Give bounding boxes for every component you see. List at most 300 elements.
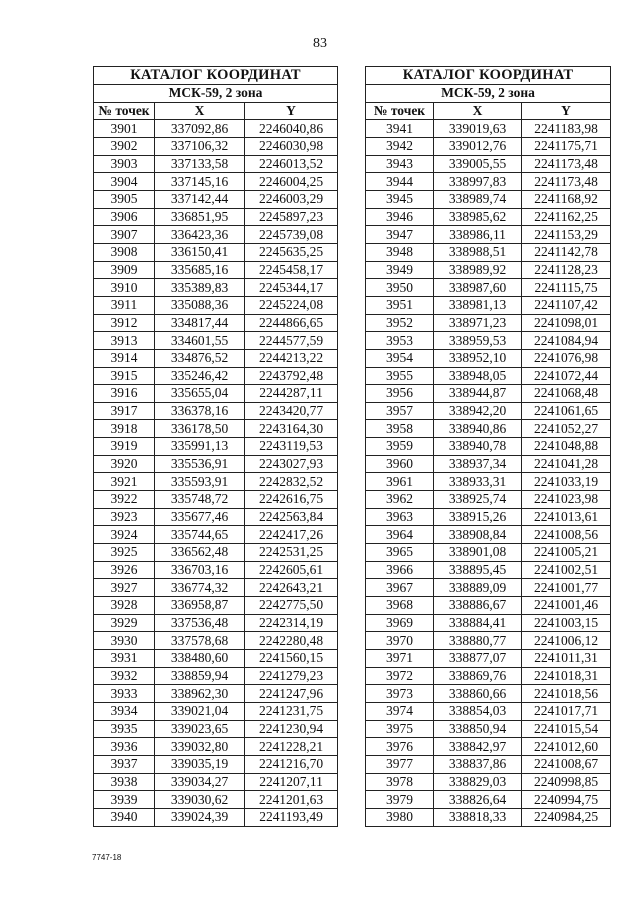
point-number-cell: 3937 xyxy=(94,755,155,773)
y-coordinate-cell: 2241068,48 xyxy=(522,385,611,403)
table-row xyxy=(94,773,338,791)
table-row xyxy=(366,597,611,615)
point-number-cell: 3948 xyxy=(366,243,434,261)
y-coordinate-cell: 2241006,12 xyxy=(522,632,611,650)
x-coordinate-cell: 338895,45 xyxy=(434,561,522,579)
point-number-cell: 3941 xyxy=(366,120,434,138)
y-coordinate-cell: 2243792,48 xyxy=(245,367,338,385)
y-coordinate-cell: 2241011,31 xyxy=(522,650,611,668)
point-number-cell: 3953 xyxy=(366,332,434,350)
column-header-y: Y xyxy=(522,102,611,120)
point-number-cell: 3959 xyxy=(366,438,434,456)
table-row xyxy=(366,614,611,632)
page-number: 83 xyxy=(313,36,327,51)
y-coordinate-cell: 2241193,49 xyxy=(245,808,338,826)
point-number-cell: 3949 xyxy=(366,261,434,279)
table-row xyxy=(94,367,338,385)
table-row xyxy=(94,738,338,756)
x-coordinate-cell: 338818,33 xyxy=(434,808,522,826)
table-row xyxy=(94,296,338,314)
point-number-cell: 3919 xyxy=(94,438,155,456)
point-number-cell: 3931 xyxy=(94,650,155,668)
table-row xyxy=(366,544,611,562)
x-coordinate-cell: 339035,19 xyxy=(155,755,245,773)
y-coordinate-cell: 2241015,54 xyxy=(522,720,611,738)
point-number-cell: 3980 xyxy=(366,808,434,826)
y-coordinate-cell: 2241002,51 xyxy=(522,561,611,579)
y-coordinate-cell: 2241076,98 xyxy=(522,349,611,367)
table-row xyxy=(366,190,611,208)
table-row xyxy=(94,808,338,826)
table-row xyxy=(94,438,338,456)
x-coordinate-cell: 339030,62 xyxy=(155,791,245,809)
table-row xyxy=(94,755,338,773)
point-number-cell: 3902 xyxy=(94,137,155,155)
table-row xyxy=(366,473,611,491)
y-coordinate-cell: 2241084,94 xyxy=(522,332,611,350)
table-row xyxy=(366,438,611,456)
y-coordinate-cell: 2241173,48 xyxy=(522,173,611,191)
x-coordinate-cell: 339019,63 xyxy=(434,120,522,138)
table-row xyxy=(94,155,338,173)
table-row xyxy=(366,402,611,420)
x-coordinate-cell: 338944,87 xyxy=(434,385,522,403)
y-coordinate-cell: 2241216,70 xyxy=(245,755,338,773)
x-coordinate-cell: 338987,60 xyxy=(434,279,522,297)
point-number-cell: 3962 xyxy=(366,491,434,509)
y-coordinate-cell: 2241098,01 xyxy=(522,314,611,332)
x-coordinate-cell: 338952,10 xyxy=(434,349,522,367)
table-row xyxy=(94,791,338,809)
table-row xyxy=(94,208,338,226)
point-number-cell: 3907 xyxy=(94,226,155,244)
point-number-cell: 3967 xyxy=(366,579,434,597)
point-number-cell: 3954 xyxy=(366,349,434,367)
y-coordinate-cell: 2241173,48 xyxy=(522,155,611,173)
y-coordinate-cell: 2241231,75 xyxy=(245,702,338,720)
x-coordinate-cell: 335744,65 xyxy=(155,526,245,544)
y-coordinate-cell: 2242531,25 xyxy=(245,544,338,562)
point-number-cell: 3903 xyxy=(94,155,155,173)
table-row xyxy=(366,261,611,279)
coordinate-catalog-table-right xyxy=(365,66,611,827)
point-number-cell: 3945 xyxy=(366,190,434,208)
point-number-cell: 3940 xyxy=(94,808,155,826)
x-coordinate-cell: 335685,16 xyxy=(155,261,245,279)
y-coordinate-cell: 2241018,31 xyxy=(522,667,611,685)
x-coordinate-cell: 337106,32 xyxy=(155,137,245,155)
y-coordinate-cell: 2240994,75 xyxy=(522,791,611,809)
y-coordinate-cell: 2241018,56 xyxy=(522,685,611,703)
table-row xyxy=(94,685,338,703)
y-coordinate-cell: 2241228,21 xyxy=(245,738,338,756)
x-coordinate-cell: 335246,42 xyxy=(155,367,245,385)
catalog-title: КАТАЛОГ КООРДИНАТ xyxy=(94,67,338,85)
y-coordinate-cell: 2245458,17 xyxy=(245,261,338,279)
y-coordinate-cell: 2241162,25 xyxy=(522,208,611,226)
x-coordinate-cell: 339024,39 xyxy=(155,808,245,826)
y-coordinate-cell: 2245739,08 xyxy=(245,226,338,244)
table-row xyxy=(366,491,611,509)
table-row xyxy=(366,279,611,297)
x-coordinate-cell: 338989,92 xyxy=(434,261,522,279)
x-coordinate-cell: 338940,78 xyxy=(434,438,522,456)
y-coordinate-cell: 2244213,22 xyxy=(245,349,338,367)
point-number-cell: 3966 xyxy=(366,561,434,579)
x-coordinate-cell: 338997,83 xyxy=(434,173,522,191)
table-row xyxy=(366,632,611,650)
x-coordinate-cell: 336562,48 xyxy=(155,544,245,562)
column-header-y: Y xyxy=(245,102,338,120)
table-row xyxy=(366,755,611,773)
y-coordinate-cell: 2241023,98 xyxy=(522,491,611,509)
y-coordinate-cell: 2241061,65 xyxy=(522,402,611,420)
table-row xyxy=(366,208,611,226)
x-coordinate-cell: 338937,34 xyxy=(434,455,522,473)
y-coordinate-cell: 2241001,77 xyxy=(522,579,611,597)
table-row xyxy=(366,685,611,703)
x-coordinate-cell: 335389,83 xyxy=(155,279,245,297)
y-coordinate-cell: 2242775,50 xyxy=(245,597,338,615)
point-number-cell: 3972 xyxy=(366,667,434,685)
x-coordinate-cell: 339034,27 xyxy=(155,773,245,791)
x-coordinate-cell: 335655,04 xyxy=(155,385,245,403)
y-coordinate-cell: 2241041,28 xyxy=(522,455,611,473)
table-body xyxy=(94,120,338,826)
y-coordinate-cell: 2241279,23 xyxy=(245,667,338,685)
x-coordinate-cell: 339023,65 xyxy=(155,720,245,738)
table-row xyxy=(366,720,611,738)
point-number-cell: 3942 xyxy=(366,137,434,155)
x-coordinate-cell: 339021,04 xyxy=(155,702,245,720)
y-coordinate-cell: 2245344,17 xyxy=(245,279,338,297)
point-number-cell: 3952 xyxy=(366,314,434,332)
table-row xyxy=(94,314,338,332)
point-number-cell: 3909 xyxy=(94,261,155,279)
point-number-cell: 3968 xyxy=(366,597,434,615)
y-coordinate-cell: 2241072,44 xyxy=(522,367,611,385)
point-number-cell: 3929 xyxy=(94,614,155,632)
point-number-cell: 3924 xyxy=(94,526,155,544)
x-coordinate-cell: 337092,86 xyxy=(155,120,245,138)
x-coordinate-cell: 338971,23 xyxy=(434,314,522,332)
x-coordinate-cell: 336378,16 xyxy=(155,402,245,420)
point-number-cell: 3912 xyxy=(94,314,155,332)
point-number-cell: 3923 xyxy=(94,508,155,526)
table-row xyxy=(366,137,611,155)
point-number-cell: 3960 xyxy=(366,455,434,473)
point-number-cell: 3914 xyxy=(94,349,155,367)
y-coordinate-cell: 2241201,63 xyxy=(245,791,338,809)
point-number-cell: 3943 xyxy=(366,155,434,173)
y-coordinate-cell: 2242832,52 xyxy=(245,473,338,491)
table-row xyxy=(366,314,611,332)
table-row xyxy=(94,402,338,420)
point-number-cell: 3917 xyxy=(94,402,155,420)
y-coordinate-cell: 2243119,53 xyxy=(245,438,338,456)
point-number-cell: 3975 xyxy=(366,720,434,738)
point-number-cell: 3927 xyxy=(94,579,155,597)
point-number-cell: 3910 xyxy=(94,279,155,297)
point-number-cell: 3936 xyxy=(94,738,155,756)
x-coordinate-cell: 338988,51 xyxy=(434,243,522,261)
point-number-cell: 3979 xyxy=(366,791,434,809)
x-coordinate-cell: 336178,50 xyxy=(155,420,245,438)
point-number-cell: 3957 xyxy=(366,402,434,420)
y-coordinate-cell: 2243420,77 xyxy=(245,402,338,420)
x-coordinate-cell: 338859,94 xyxy=(155,667,245,685)
coordinate-catalog-table-left xyxy=(93,66,338,827)
y-coordinate-cell: 2241012,60 xyxy=(522,738,611,756)
point-number-cell: 3974 xyxy=(366,702,434,720)
table-row xyxy=(366,120,611,138)
table-body xyxy=(366,120,611,826)
x-coordinate-cell: 338860,66 xyxy=(434,685,522,703)
point-number-cell: 3933 xyxy=(94,685,155,703)
y-coordinate-cell: 2241230,94 xyxy=(245,720,338,738)
y-coordinate-cell: 2242563,84 xyxy=(245,508,338,526)
x-coordinate-cell: 338829,03 xyxy=(434,773,522,791)
x-coordinate-cell: 338886,67 xyxy=(434,597,522,615)
table-row xyxy=(94,385,338,403)
x-coordinate-cell: 338480,60 xyxy=(155,650,245,668)
x-coordinate-cell: 336703,16 xyxy=(155,561,245,579)
point-number-cell: 3971 xyxy=(366,650,434,668)
point-number-cell: 3908 xyxy=(94,243,155,261)
x-coordinate-cell: 338940,86 xyxy=(434,420,522,438)
point-number-cell: 3911 xyxy=(94,296,155,314)
table-row xyxy=(94,632,338,650)
y-coordinate-cell: 2241033,19 xyxy=(522,473,611,491)
point-number-cell: 3956 xyxy=(366,385,434,403)
y-coordinate-cell: 2241115,75 xyxy=(522,279,611,297)
table-row xyxy=(94,226,338,244)
table-row xyxy=(366,226,611,244)
table-row xyxy=(94,243,338,261)
table-row xyxy=(94,579,338,597)
point-number-cell: 3938 xyxy=(94,773,155,791)
table-row xyxy=(94,279,338,297)
x-coordinate-cell: 337536,48 xyxy=(155,614,245,632)
point-number-cell: 3901 xyxy=(94,120,155,138)
point-number-cell: 3926 xyxy=(94,561,155,579)
table-row xyxy=(94,190,338,208)
column-header-point-number: № точек xyxy=(366,102,434,120)
point-number-cell: 3934 xyxy=(94,702,155,720)
y-coordinate-cell: 2241013,61 xyxy=(522,508,611,526)
y-coordinate-cell: 2241003,15 xyxy=(522,614,611,632)
table-row xyxy=(94,720,338,738)
table-row xyxy=(94,702,338,720)
table-row xyxy=(94,120,338,138)
table-row xyxy=(366,155,611,173)
table-row xyxy=(94,455,338,473)
point-number-cell: 3916 xyxy=(94,385,155,403)
y-coordinate-cell: 2241048,88 xyxy=(522,438,611,456)
y-coordinate-cell: 2243027,93 xyxy=(245,455,338,473)
column-header-point-number: № точек xyxy=(94,102,155,120)
table-row xyxy=(366,791,611,809)
point-number-cell: 3947 xyxy=(366,226,434,244)
table-row xyxy=(366,367,611,385)
y-coordinate-cell: 2241153,29 xyxy=(522,226,611,244)
x-coordinate-cell: 338837,86 xyxy=(434,755,522,773)
table-row xyxy=(94,544,338,562)
column-header-x: X xyxy=(155,102,245,120)
y-coordinate-cell: 2241168,92 xyxy=(522,190,611,208)
x-coordinate-cell: 336423,36 xyxy=(155,226,245,244)
y-coordinate-cell: 2241052,27 xyxy=(522,420,611,438)
x-coordinate-cell: 338985,62 xyxy=(434,208,522,226)
y-coordinate-cell: 2241142,78 xyxy=(522,243,611,261)
x-coordinate-cell: 338948,05 xyxy=(434,367,522,385)
x-coordinate-cell: 338925,74 xyxy=(434,491,522,509)
point-number-cell: 3925 xyxy=(94,544,155,562)
y-coordinate-cell: 2240998,85 xyxy=(522,773,611,791)
table-row xyxy=(366,561,611,579)
point-number-cell: 3935 xyxy=(94,720,155,738)
x-coordinate-cell: 337578,68 xyxy=(155,632,245,650)
point-number-cell: 3958 xyxy=(366,420,434,438)
catalog-subtitle: МСК-59, 2 зона xyxy=(94,85,338,103)
table-row xyxy=(94,137,338,155)
table-row xyxy=(94,508,338,526)
table-row xyxy=(366,579,611,597)
point-number-cell: 3955 xyxy=(366,367,434,385)
y-coordinate-cell: 2241560,15 xyxy=(245,650,338,668)
x-coordinate-cell: 338959,53 xyxy=(434,332,522,350)
y-coordinate-cell: 2240984,25 xyxy=(522,808,611,826)
x-coordinate-cell: 339012,76 xyxy=(434,137,522,155)
point-number-cell: 3963 xyxy=(366,508,434,526)
y-coordinate-cell: 2246040,86 xyxy=(245,120,338,138)
x-coordinate-cell: 338989,74 xyxy=(434,190,522,208)
y-coordinate-cell: 2242280,48 xyxy=(245,632,338,650)
y-coordinate-cell: 2245224,08 xyxy=(245,296,338,314)
point-number-cell: 3904 xyxy=(94,173,155,191)
point-number-cell: 3977 xyxy=(366,755,434,773)
point-number-cell: 3969 xyxy=(366,614,434,632)
y-coordinate-cell: 2241247,96 xyxy=(245,685,338,703)
point-number-cell: 3913 xyxy=(94,332,155,350)
x-coordinate-cell: 335088,36 xyxy=(155,296,245,314)
table-row xyxy=(94,332,338,350)
y-coordinate-cell: 2245897,23 xyxy=(245,208,338,226)
y-coordinate-cell: 2246004,25 xyxy=(245,173,338,191)
x-coordinate-cell: 334601,55 xyxy=(155,332,245,350)
x-coordinate-cell: 334817,44 xyxy=(155,314,245,332)
table-row xyxy=(94,650,338,668)
x-coordinate-cell: 338933,31 xyxy=(434,473,522,491)
table-row xyxy=(94,420,338,438)
x-coordinate-cell: 338850,94 xyxy=(434,720,522,738)
x-coordinate-cell: 339032,80 xyxy=(155,738,245,756)
x-coordinate-cell: 337145,16 xyxy=(155,173,245,191)
table-row xyxy=(366,420,611,438)
x-coordinate-cell: 335677,46 xyxy=(155,508,245,526)
point-number-cell: 3965 xyxy=(366,544,434,562)
x-coordinate-cell: 338854,03 xyxy=(434,702,522,720)
y-coordinate-cell: 2246013,52 xyxy=(245,155,338,173)
table-row xyxy=(94,597,338,615)
y-coordinate-cell: 2243164,30 xyxy=(245,420,338,438)
table-row xyxy=(94,473,338,491)
y-coordinate-cell: 2242616,75 xyxy=(245,491,338,509)
point-number-cell: 3922 xyxy=(94,491,155,509)
x-coordinate-cell: 338880,77 xyxy=(434,632,522,650)
y-coordinate-cell: 2241207,11 xyxy=(245,773,338,791)
y-coordinate-cell: 2246030,98 xyxy=(245,137,338,155)
table-row xyxy=(94,261,338,279)
y-coordinate-cell: 2242605,61 xyxy=(245,561,338,579)
catalog-subtitle: МСК-59, 2 зона xyxy=(366,85,611,103)
x-coordinate-cell: 338981,13 xyxy=(434,296,522,314)
point-number-cell: 3932 xyxy=(94,667,155,685)
table-row xyxy=(94,561,338,579)
y-coordinate-cell: 2244577,59 xyxy=(245,332,338,350)
table-row xyxy=(94,614,338,632)
point-number-cell: 3944 xyxy=(366,173,434,191)
point-number-cell: 3939 xyxy=(94,791,155,809)
point-number-cell: 3946 xyxy=(366,208,434,226)
x-coordinate-cell: 337142,44 xyxy=(155,190,245,208)
y-coordinate-cell: 2241005,21 xyxy=(522,544,611,562)
x-coordinate-cell: 335593,91 xyxy=(155,473,245,491)
point-number-cell: 3978 xyxy=(366,773,434,791)
point-number-cell: 3951 xyxy=(366,296,434,314)
x-coordinate-cell: 334876,52 xyxy=(155,349,245,367)
x-coordinate-cell: 338942,20 xyxy=(434,402,522,420)
point-number-cell: 3950 xyxy=(366,279,434,297)
table-row xyxy=(366,526,611,544)
table-row xyxy=(366,455,611,473)
table-row xyxy=(366,332,611,350)
y-coordinate-cell: 2245635,25 xyxy=(245,243,338,261)
x-coordinate-cell: 336958,87 xyxy=(155,597,245,615)
table-row xyxy=(366,508,611,526)
y-coordinate-cell: 2242417,26 xyxy=(245,526,338,544)
table-row xyxy=(366,650,611,668)
point-number-cell: 3906 xyxy=(94,208,155,226)
point-number-cell: 3921 xyxy=(94,473,155,491)
x-coordinate-cell: 336851,95 xyxy=(155,208,245,226)
y-coordinate-cell: 2241183,98 xyxy=(522,120,611,138)
table-row xyxy=(366,667,611,685)
y-coordinate-cell: 2241008,67 xyxy=(522,755,611,773)
x-coordinate-cell: 338826,64 xyxy=(434,791,522,809)
table-row xyxy=(366,296,611,314)
x-coordinate-cell: 335536,91 xyxy=(155,455,245,473)
table-row xyxy=(366,243,611,261)
x-coordinate-cell: 339005,55 xyxy=(434,155,522,173)
point-number-cell: 3915 xyxy=(94,367,155,385)
table-row xyxy=(366,702,611,720)
y-coordinate-cell: 2242314,19 xyxy=(245,614,338,632)
point-number-cell: 3976 xyxy=(366,738,434,756)
point-number-cell: 3930 xyxy=(94,632,155,650)
x-coordinate-cell: 338901,08 xyxy=(434,544,522,562)
table-row xyxy=(366,773,611,791)
table-row xyxy=(366,173,611,191)
point-number-cell: 3918 xyxy=(94,420,155,438)
table-row xyxy=(94,667,338,685)
document-code: 7747-18 xyxy=(92,853,122,862)
table-row xyxy=(94,491,338,509)
x-coordinate-cell: 335748,72 xyxy=(155,491,245,509)
table-row xyxy=(366,738,611,756)
x-coordinate-cell: 336150,41 xyxy=(155,243,245,261)
point-number-cell: 3970 xyxy=(366,632,434,650)
